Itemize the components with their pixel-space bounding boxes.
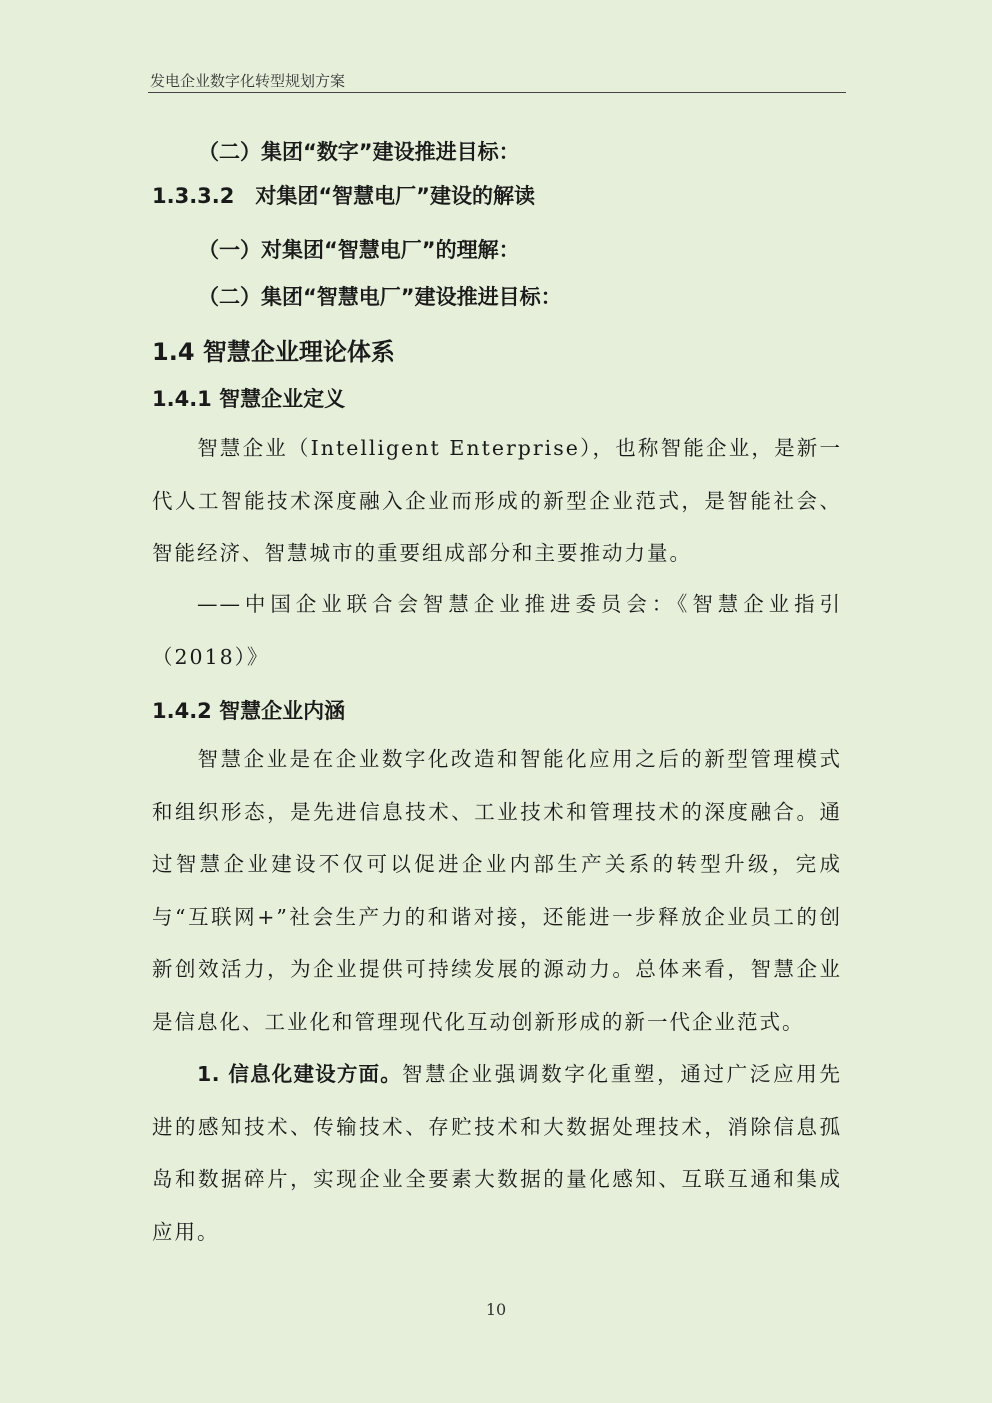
header-divider <box>148 92 846 93</box>
heading-smart-plant-goal: （二）集团“智慧电厂”建设推进目标： <box>198 285 562 309</box>
definition-paragraph <box>152 422 842 580</box>
point1-lead: 1. 信息化建设方面。 <box>197 1062 402 1086</box>
citation-paragraph <box>152 578 842 683</box>
definition-text: 智慧企业（Intelligent Enterprise），也称智能企业，是新一代人工智能技术深度融入企业而形成的新型企业范式，是智能社会、智能经济、智慧城市的重要组成部分和主要推动力量。 <box>152 436 842 565</box>
point1-text: 智慧企业强调数字化重塑，通过广泛应用先进的感知技术、传输技术、存贮技术和大数据处理技术，消除信息孤岛和数据碎片，实现企业全要素大数据的量化感知、互联互通和集成应用。 <box>152 1062 842 1244</box>
running-header: 发电企业数字化转型规划方案 <box>150 72 346 90</box>
citation-text: ——中国企业联合会智慧企业推进委员会：《智慧企业指引（2018）》 <box>152 592 842 669</box>
heading-1-3-3-2: 1.3.3.2 对集团“智慧电厂”建设的解读 <box>152 184 535 208</box>
page-number: 10 <box>485 1300 507 1319</box>
heading-1-4-1: 1.4.1 智慧企业定义 <box>152 387 346 411</box>
heading-1-4-2: 1.4.2 智慧企业内涵 <box>152 699 346 723</box>
point1-paragraph <box>152 1048 842 1258</box>
connotation-paragraph <box>152 733 842 1048</box>
heading-digital-goal: （二）集团“数字”建设推进目标： <box>198 140 520 164</box>
section-title-1-4: 1.4 智慧企业理论体系 <box>152 338 395 366</box>
connotation-text: 智慧企业是在企业数字化改造和智能化应用之后的新型管理模式和组织形态，是先进信息技术、工业技术和管理技术的深度融合。通过智慧企业建设不仅可以促进企业内部生产关系的转型升级，完成与“互联网+”社会生产力的和谐对接，还能进一步释放企业员工的创新创效活力，为企业提供可持续发展的源动力。总体来看，智慧企业是信息化、工业化和管理现代化互动创新形成的新一代企业范式。 <box>152 747 842 1034</box>
heading-understanding: （一）对集团“智慧电厂”的理解： <box>198 238 520 262</box>
